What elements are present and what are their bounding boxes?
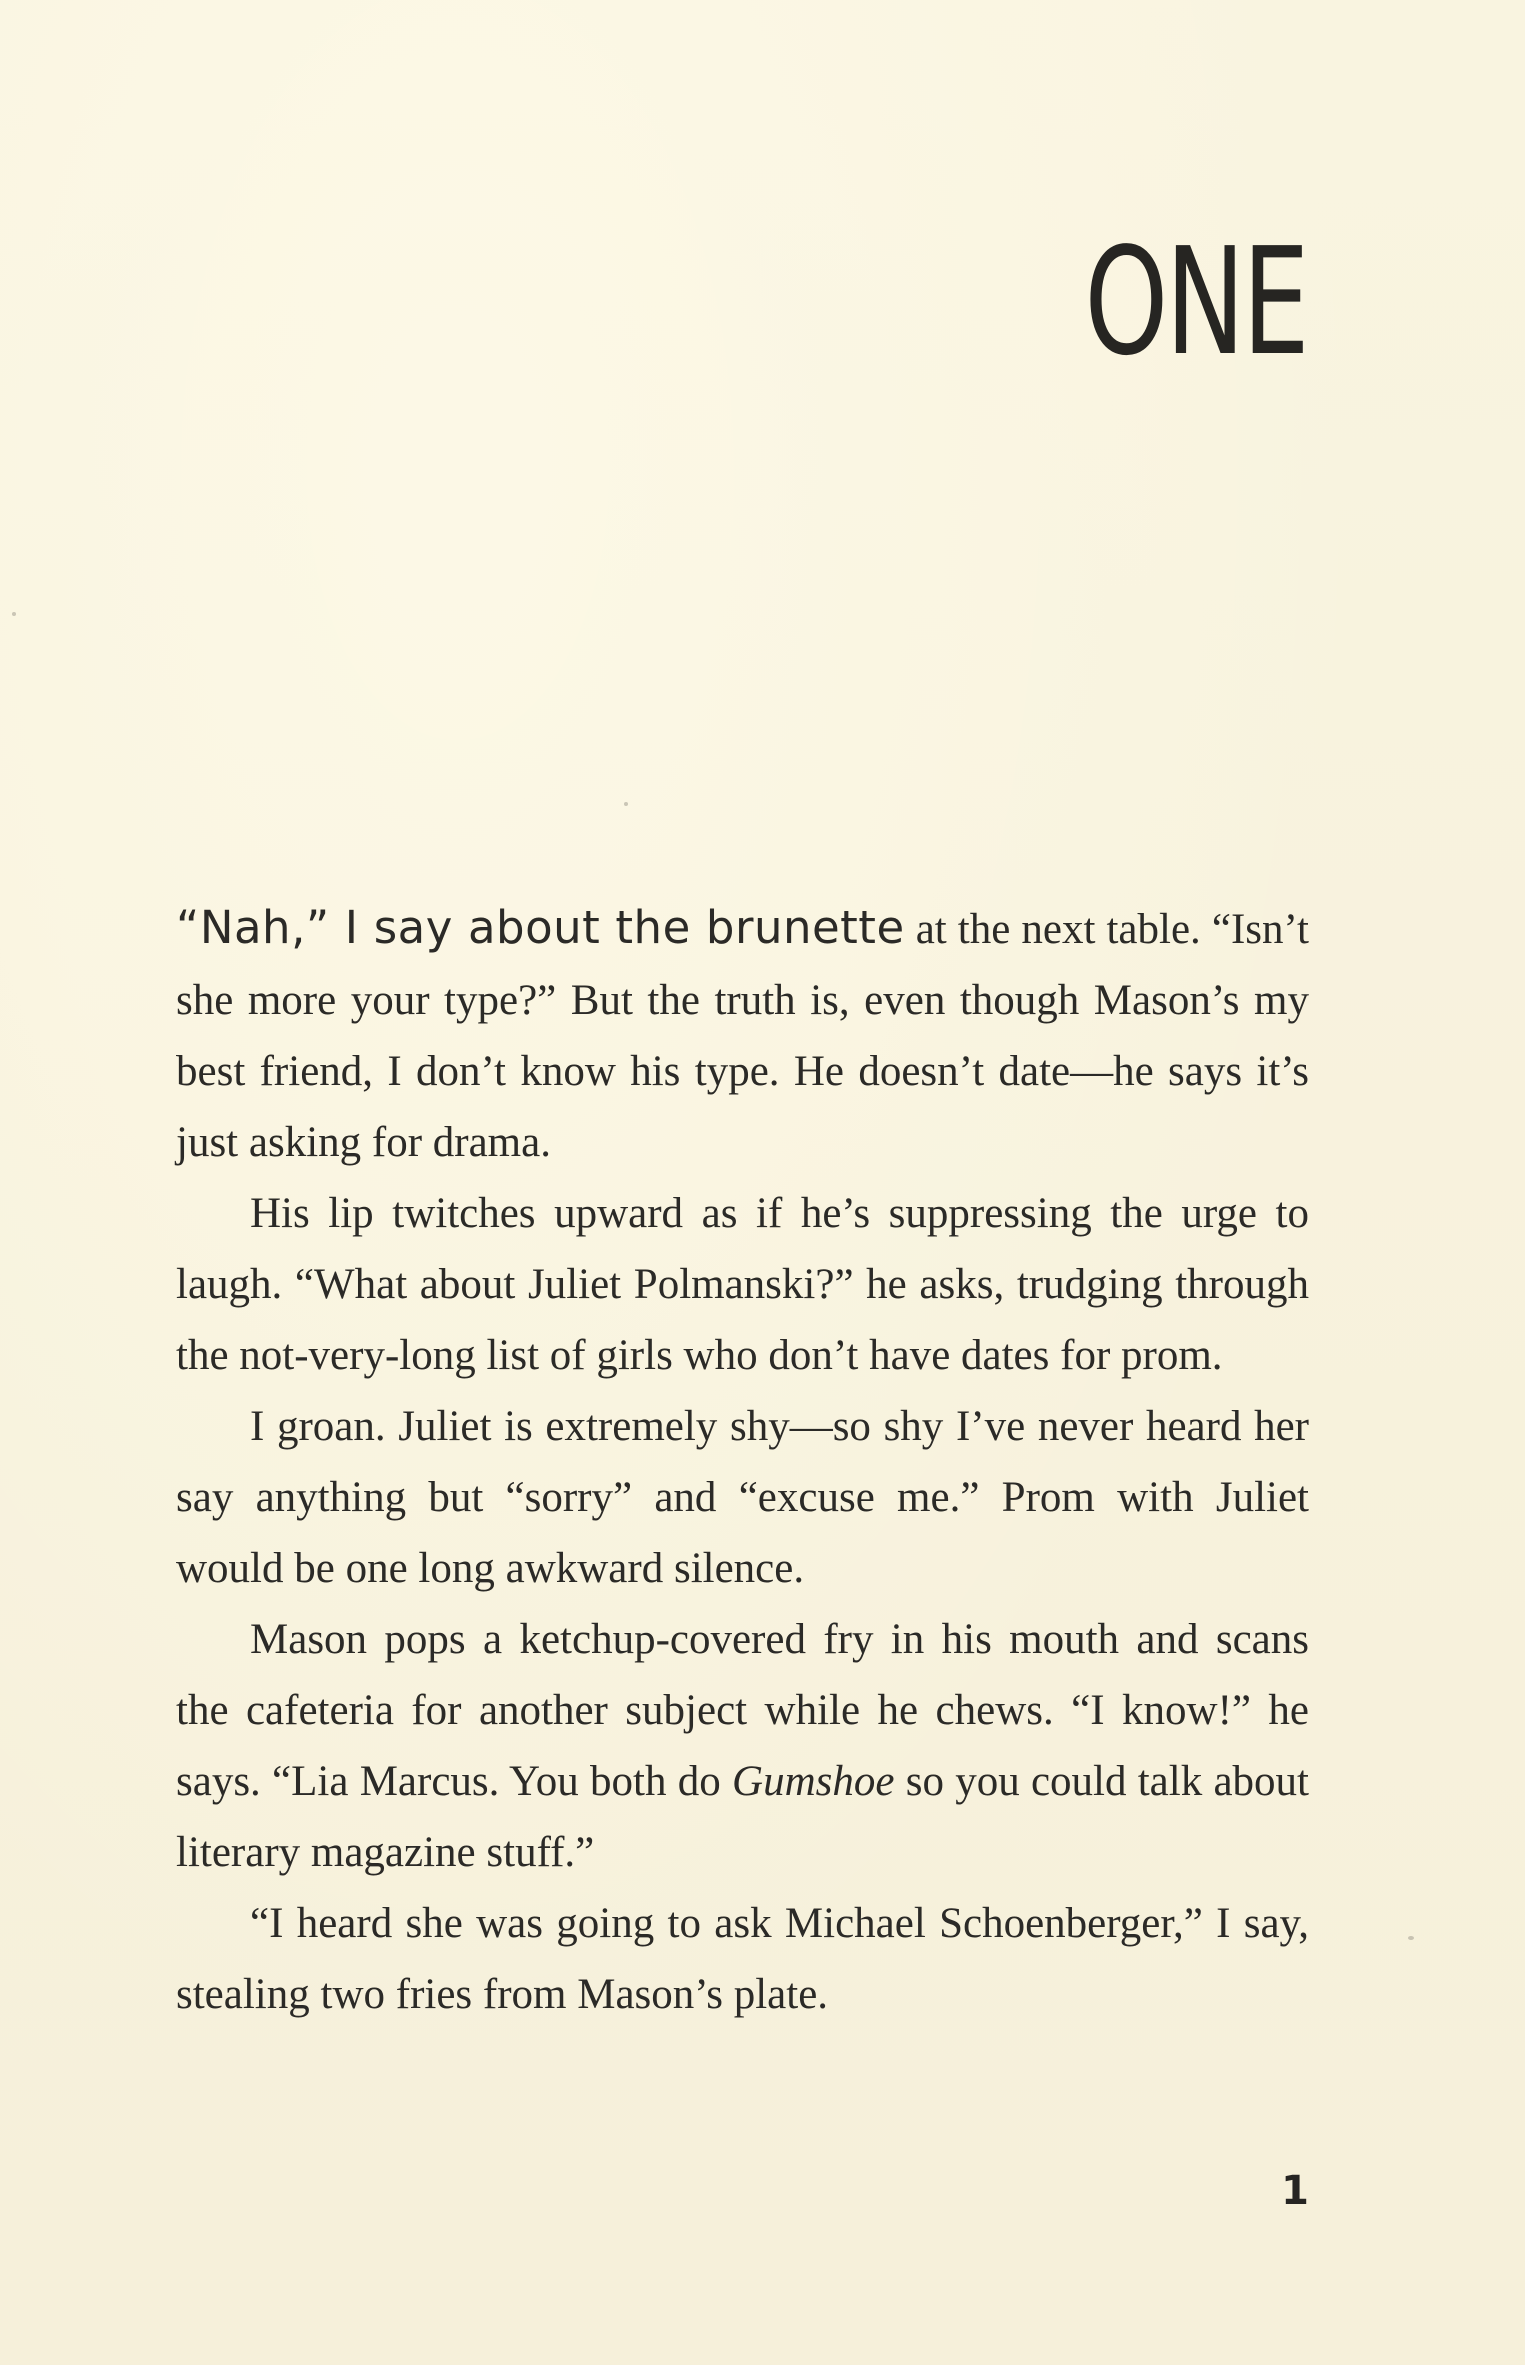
paragraph-1 xyxy=(176,892,1309,1178)
lead-in-text: “Nah,” I say about the brunette xyxy=(176,901,905,954)
paragraph-3: I groan. Juliet is extremely shy—so shy I’ve never heard her say anything but “sorry” and “excuse me.” Prom with Juliet would be one long awkward silence. xyxy=(176,1403,1309,1592)
paragraph-1-text: at the next table. “Isn’t she more your type?” But the truth is, even though Mason’s my best friend, I don’t know his type. He doesn’t date—he says it’s just asking for drama. xyxy=(176,906,1309,1166)
body-text xyxy=(176,892,1309,2030)
page-number: 1 xyxy=(1281,2168,1309,2214)
paper-speck xyxy=(1408,1936,1414,1940)
paragraph-4 xyxy=(176,1604,1309,1888)
magazine-title: Gumshoe xyxy=(732,1758,895,1805)
paper-speck xyxy=(12,612,16,616)
paragraph-4-text-b: so you could talk about literary magazine stuff.” xyxy=(176,1758,1309,1876)
chapter-title: ONE xyxy=(1084,216,1307,388)
paper-speck xyxy=(624,802,628,806)
paragraph-4-text-a: Mason pops a ketchup-covered fry in his mouth and scans the cafeteria for another subject while he chews. “I know!” he says. “Lia Marcus. You both do xyxy=(176,1616,1309,1805)
paragraph-2: His lip twitches upward as if he’s suppressing the urge to laugh. “What about Juliet Polmanski?” he asks, trudging through the not-very-long list of girls who don’t have dates for prom. xyxy=(176,1190,1309,1379)
paragraph-5: “I heard she was going to ask Michael Schoenberger,” I say, stealing two fries from Mason’s plate. xyxy=(176,1900,1309,2018)
